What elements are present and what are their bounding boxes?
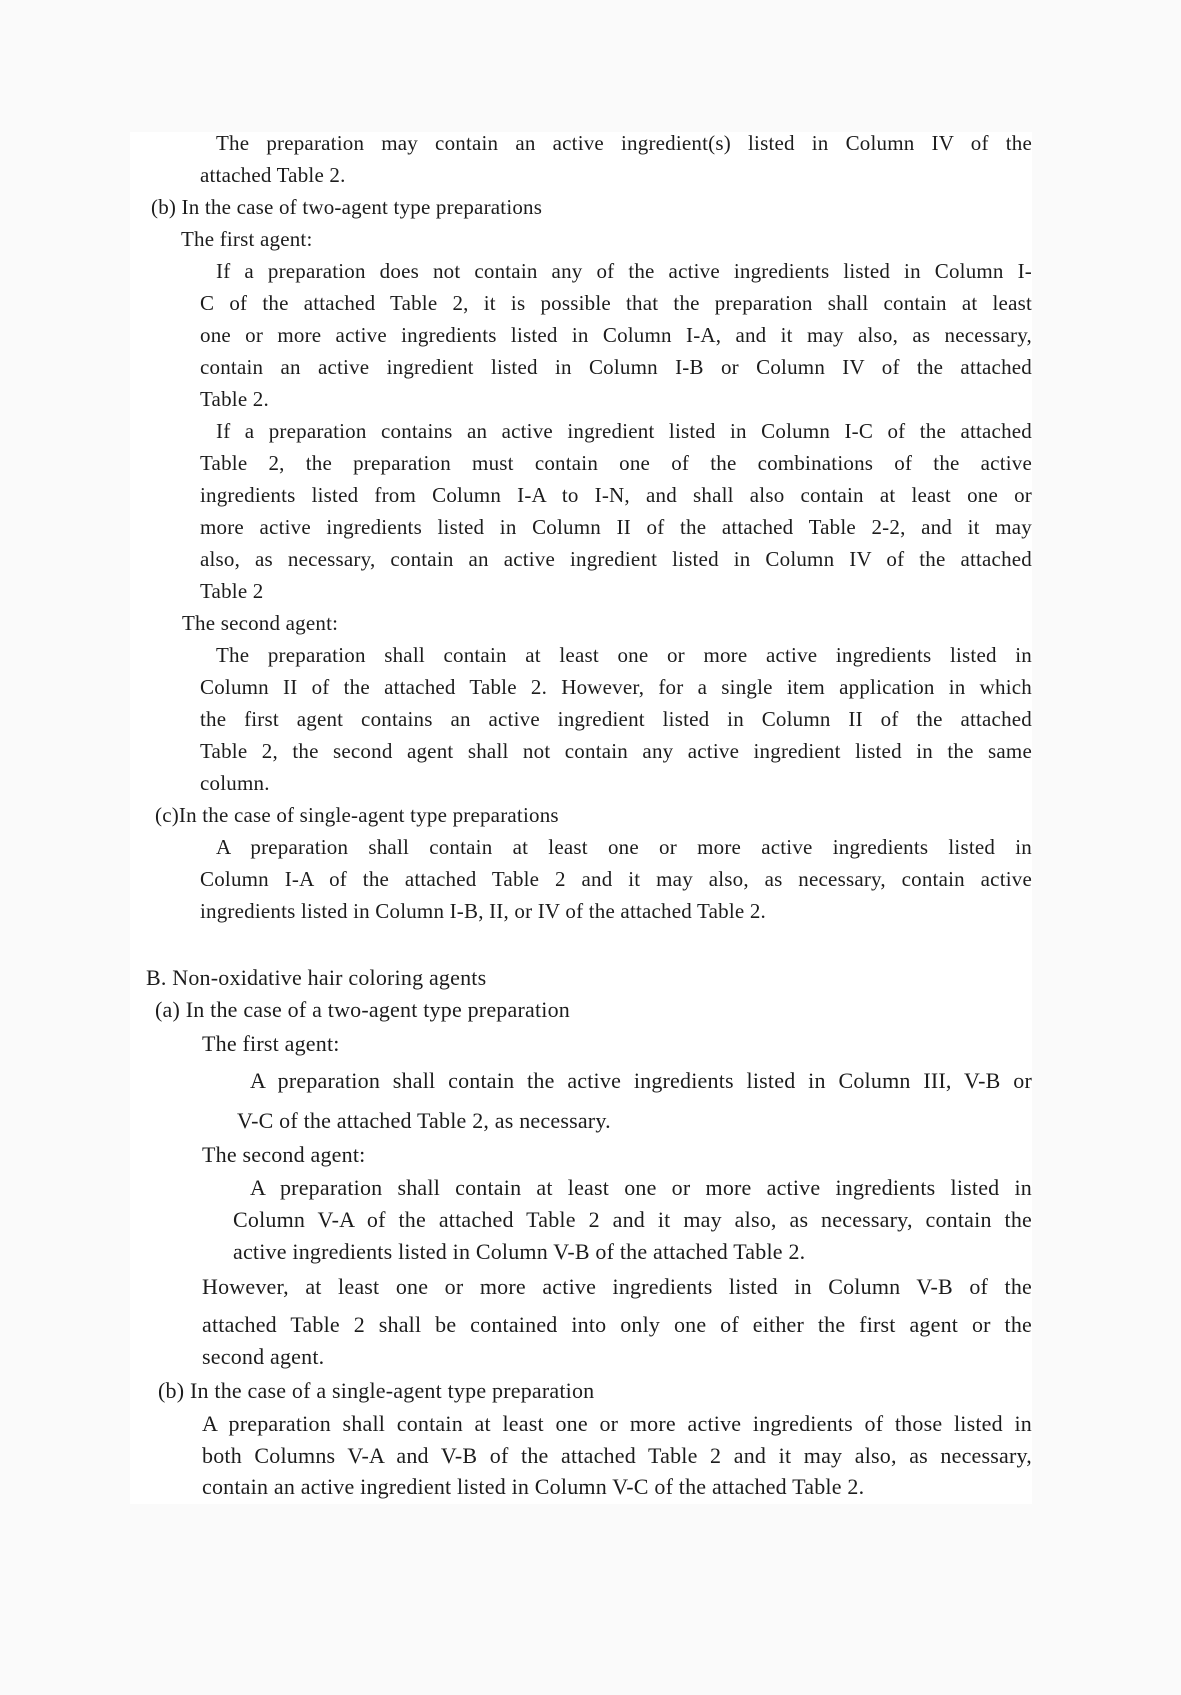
paragraph: A preparation shall contain at least one or more active ingredients of those listed in	[202, 1411, 1032, 1436]
paragraph: A preparation shall contain at least one or more active ingredients listed in	[250, 1175, 1032, 1200]
paragraph: one or more active ingredients listed in Column I-A, and it may also, as necessary,	[200, 323, 1032, 347]
paragraph: contain an active ingredient listed in Column V-C of the attached Table 2.	[202, 1474, 865, 1499]
paragraph: both Columns V-A and V-B of the attached Table 2 and it may also, as necessary,	[202, 1443, 1032, 1468]
paragraph: C of the attached Table 2, it is possible that the preparation shall contain at least	[200, 291, 1032, 315]
paragraph: V-C of the attached Table 2, as necessary.	[237, 1108, 611, 1133]
paragraph: A preparation shall contain the active ingredients listed in Column III, V-B or	[250, 1068, 1032, 1093]
paragraph: A preparation shall contain at least one or more active ingredients listed in	[216, 835, 1032, 859]
paragraph: column.	[200, 771, 270, 795]
paragraph: Column I-A of the attached Table 2 and it may also, as necessary, contain active	[200, 867, 1032, 891]
paragraph: The preparation may contain an active ingredient(s) listed in Column IV of the	[216, 131, 1032, 155]
list-item-heading: (b) In the case of two-agent type preparations	[151, 195, 543, 219]
paragraph: second agent.	[202, 1344, 325, 1369]
list-item-heading: (a) In the case of a two-agent type preparation	[155, 997, 570, 1022]
paragraph: The preparation shall contain at least one or more active ingredients listed in	[216, 643, 1032, 667]
paragraph: Table 2, the preparation must contain one of the combinations of the active	[200, 451, 1032, 475]
paragraph: attached Table 2.	[200, 163, 346, 187]
paragraph: Column II of the attached Table 2. However, for a single item application in which	[200, 675, 1032, 699]
paragraph: If a preparation contains an active ingredient listed in Column I-C of the attached	[216, 419, 1032, 443]
list-item-heading: (b) In the case of a single-agent type preparation	[158, 1378, 595, 1403]
paragraph: the first agent contains an active ingredient listed in Column II of the attached	[200, 707, 1032, 731]
paragraph: contain an active ingredient listed in Column I-B or Column IV of the attached	[200, 355, 1032, 379]
paragraph: ingredients listed from Column I-A to I-N, and shall also contain at least one or	[200, 483, 1032, 507]
agent-label: The second agent:	[182, 611, 339, 635]
paragraph: However, at least one or more active ingredients listed in Column V-B of the	[202, 1274, 1032, 1299]
paragraph: more active ingredients listed in Column II of the attached Table 2-2, and it may	[200, 515, 1032, 539]
agent-label: The first agent:	[202, 1031, 340, 1056]
paragraph: Table 2, the second agent shall not contain any active ingredient listed in the same	[200, 739, 1032, 763]
agent-label: The second agent:	[202, 1142, 366, 1167]
paragraph: If a preparation does not contain any of the active ingredients listed in Column I-	[216, 259, 1032, 283]
paragraph: also, as necessary, contain an active ingredient listed in Column IV of the attached	[200, 547, 1032, 571]
paragraph: attached Table 2 shall be contained into only one of either the first agent or the	[202, 1312, 1032, 1337]
paragraph: Table 2.	[200, 387, 269, 411]
paragraph: ingredients listed in Column I-B, II, or IV of the attached Table 2.	[200, 899, 766, 923]
paragraph: active ingredients listed in Column V-B of the attached Table 2.	[233, 1239, 806, 1264]
agent-label: The first agent:	[181, 227, 313, 251]
section-heading: B. Non-oxidative hair coloring agents	[146, 965, 487, 990]
paragraph: Column V-A of the attached Table 2 and it may also, as necessary, contain the	[233, 1207, 1032, 1232]
list-item-heading: (c)In the case of single-agent type preparations	[155, 803, 559, 827]
paragraph: Table 2	[200, 579, 264, 603]
